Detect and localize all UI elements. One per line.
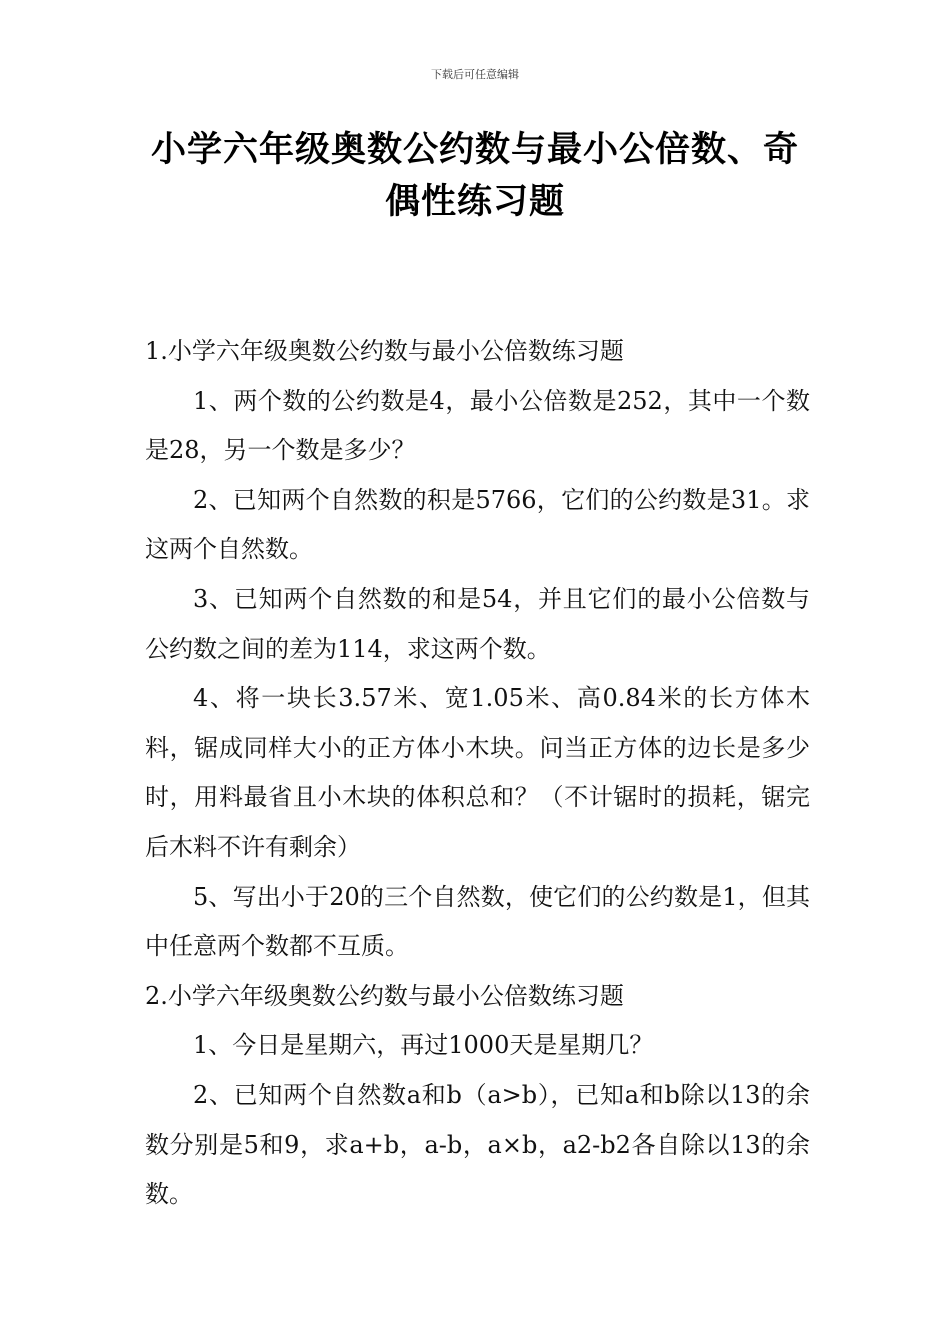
section-2-heading: 2.小学六年级奥数公约数与最小公倍数练习题 — [145, 981, 624, 1010]
problem-1-2: 2、已知两个自然数的积是5766，它们的公约数是31。求这两个自然数。 — [145, 485, 810, 564]
problem-2-2: 2、已知两个自然数a和b（a>b），已知a和b除以13的余数分别是5和9，求a+b，a-b，a×b，a2-b2各自除以13的余数。 — [145, 1080, 810, 1209]
problem-1-1: 1、两个数的公约数是4，最小公倍数是252，其中一个数是28，另一个数是多少？ — [145, 386, 810, 465]
title-line-1: 小学六年级奥数公约数与最小公倍数、奇 — [150, 130, 799, 170]
header-note: 下载后可任意编辑 — [431, 68, 519, 81]
title-line-2: 偶性练习题 — [384, 182, 565, 222]
document-body — [145, 327, 810, 1220]
problem-1-3: 3、已知两个自然数的和是54，并且它们的最小公倍数与公约数之间的差为114，求这两个数。 — [145, 584, 810, 663]
problem-1-5: 5、写出小于20的三个自然数，使它们的公约数是1，但其中任意两个数都不互质。 — [145, 882, 810, 961]
problem-1-4: 4、将一块长3.57米、宽1.05米、高0.84米的长方体木料，锯成同样大小的正方体小木块。问当正方体的边长是多少时，用料最省且小木块的体积总和？（不计锯时的损耗，锯完后木料不许有剩余） — [145, 684, 810, 861]
problem-2-1: 1、今日是星期六，再过1000天是星期几？ — [193, 1031, 654, 1060]
section-1-heading: 1.小学六年级奥数公约数与最小公倍数练习题 — [145, 337, 624, 365]
document-title — [100, 124, 850, 228]
